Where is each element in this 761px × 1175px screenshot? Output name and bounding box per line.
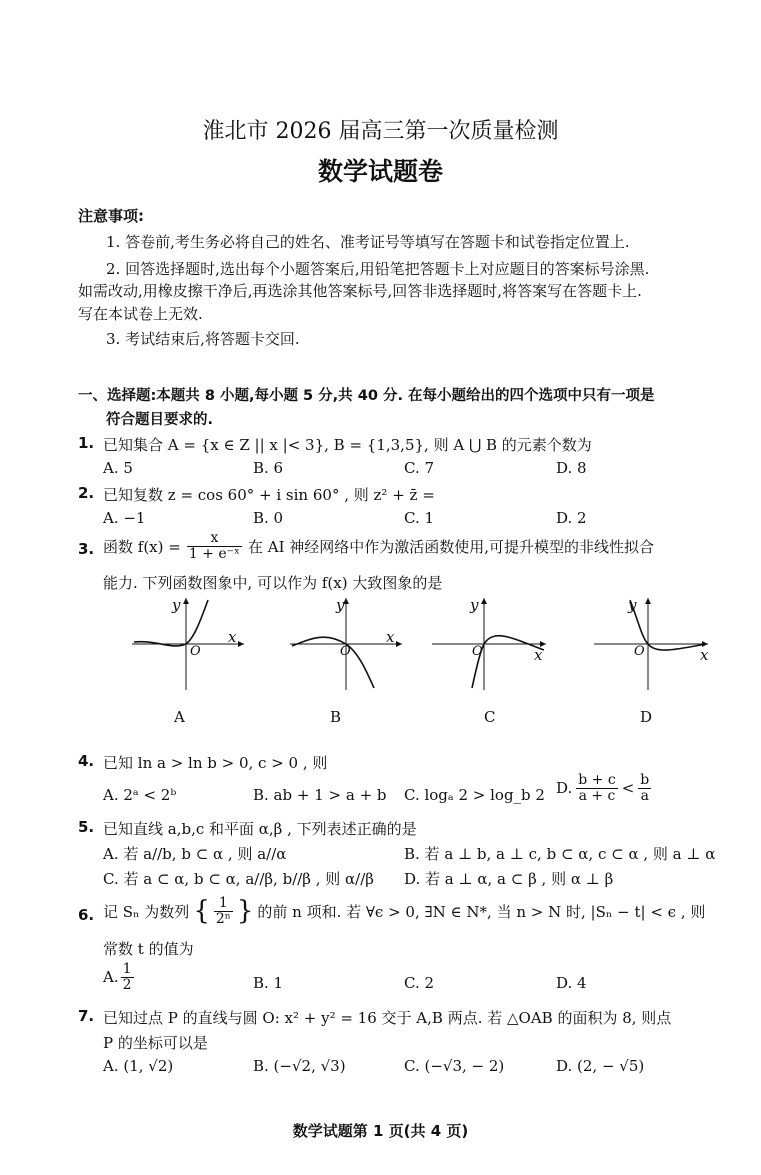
q5-option-d: D. 若 a ⊥ α, a ⊂ β , 则 α ⊥ β bbox=[404, 870, 614, 888]
q3-stem bbox=[103, 531, 654, 561]
q6-option-b: B. 1 bbox=[253, 974, 284, 992]
q1-number: 1. bbox=[78, 434, 95, 452]
q6-right-brace: } bbox=[236, 896, 254, 927]
note-2b: 如需改动,用橡皮擦干净后,再选涂其他答案标号,回答非选择题时,将答案写在答题卡上. bbox=[78, 282, 642, 300]
q7-option-a: A. (1, √2) bbox=[103, 1057, 174, 1075]
q2-stem: 已知复数 z = cos 60° + i sin 60° , 则 z² + z̄ = bbox=[103, 486, 435, 504]
q4-option-b: B. ab + 1 > a + b bbox=[253, 786, 387, 804]
q7-stem: 已知过点 P 的直线与圆 O: x² + y² = 16 交于 A,B 两点. 若 △OAB 的面积为 8, 则点 bbox=[103, 1009, 672, 1027]
q3-stem-post: 在 AI 神经网络中作为激活函数使用,可提升模型的非线性拟合 bbox=[247, 537, 655, 556]
q6-sequence-fraction bbox=[214, 896, 233, 926]
q6-stem-2: 常数 t 的值为 bbox=[103, 940, 194, 958]
q4-d-right-num: b bbox=[640, 772, 650, 788]
q3-graph-c-y: y bbox=[470, 596, 479, 614]
q7-stem-2: P 的坐标可以是 bbox=[103, 1034, 208, 1052]
q6-stem-post: 的前 n 项和. 若 ∀ϵ > 0, ∃N ∈ N*, 当 n > N 时, |Sₙ − t| < ϵ , 则 bbox=[257, 902, 706, 921]
q6-stem-pre: 记 Sₙ 为数列 bbox=[103, 902, 190, 921]
q3-graph-b-origin: O bbox=[340, 644, 351, 659]
note-2c: 写在本试卷上无效. bbox=[78, 305, 203, 323]
q6-option-a bbox=[103, 962, 134, 992]
q2-option-a: A. −1 bbox=[103, 509, 146, 527]
q2-option-c: C. 1 bbox=[404, 509, 435, 527]
q3-graph-a-x: x bbox=[228, 628, 237, 646]
q5-stem: 已知直线 a,b,c 和平面 α,β , 下列表述正确的是 bbox=[103, 820, 417, 838]
q3-graph-c-origin: O bbox=[472, 644, 483, 659]
note-3: 3. 考试结束后,将答题卡交回. bbox=[106, 330, 300, 348]
q6-option-d: D. 4 bbox=[556, 974, 587, 992]
q6-option-c: C. 2 bbox=[404, 974, 435, 992]
q4-option-c: C. logₐ 2 > log_b 2 bbox=[404, 786, 545, 804]
q3-frac-den: 1 + e⁻ˣ bbox=[188, 545, 240, 562]
q4-number: 4. bbox=[78, 752, 95, 770]
exam-subtitle: 数学试题卷 bbox=[317, 157, 443, 186]
q6-option-a-label: A. bbox=[103, 968, 119, 987]
q7-option-c: C. (−√3, − 2) bbox=[404, 1057, 505, 1075]
q2-option-d: D. 2 bbox=[556, 509, 587, 527]
q5-option-b: B. 若 a ⊥ b, a ⊥ c, b ⊂ α, c ⊂ α , 则 a ⊥ α bbox=[404, 845, 716, 863]
q3-stem-2: 能力. 下列函数图象中, 可以作为 f(x) 大致图象的是 bbox=[103, 574, 443, 592]
section-heading: 一、选择题:本题共 8 小题,每小题 5 分,共 40 分. 在每小题给出的四个选项中只有一项是 bbox=[78, 388, 655, 404]
q3-graph-d-label: D bbox=[640, 708, 653, 726]
q3-stem-pre: 函数 f(x) = bbox=[103, 537, 181, 556]
note-2a: 2. 回答选择题时,选出每个小题答案后,用铅笔把答题卡上对应题目的答案标号涂黑. bbox=[106, 260, 650, 278]
q3-graph-d bbox=[590, 594, 714, 694]
q6-a-den: 2 bbox=[122, 976, 132, 993]
q6-left-brace: { bbox=[193, 896, 210, 927]
q4-d-op: < bbox=[621, 779, 635, 798]
q1-option-a: A. 5 bbox=[103, 459, 133, 477]
q6-stem bbox=[103, 896, 705, 926]
q7-number: 7. bbox=[78, 1007, 95, 1025]
section-heading-cont: 符合题目要求的. bbox=[106, 412, 214, 428]
q6-option-a-fraction bbox=[121, 962, 134, 992]
q6-seq-den: 2ⁿ bbox=[215, 910, 231, 927]
q3-graph-a-label: A bbox=[174, 708, 185, 726]
q4-stem: 已知 ln a > ln b > 0, c > 0 , 则 bbox=[103, 754, 328, 772]
q2-option-b: B. 0 bbox=[253, 509, 284, 527]
exam-title: 淮北市 2026 届高三第一次质量检测 bbox=[202, 119, 559, 144]
q1-option-c: C. 7 bbox=[404, 459, 435, 477]
q1-option-b: B. 6 bbox=[253, 459, 284, 477]
q4-option-a: A. 2ᵃ < 2ᵇ bbox=[103, 786, 177, 804]
q3-graph-b-y: y bbox=[336, 596, 345, 614]
q4-d-left-den: a + c bbox=[578, 787, 616, 804]
q7-option-b: B. (−√2, √3) bbox=[253, 1057, 346, 1075]
q3-graph-d-x: x bbox=[700, 646, 709, 664]
q3-frac-num: x bbox=[187, 531, 242, 547]
q4-d-left-num: b + c bbox=[578, 772, 616, 788]
q3-graph-c-label: C bbox=[484, 708, 496, 726]
q4-d-right-den: a bbox=[640, 787, 649, 804]
note-1: 1. 答卷前,考生务必将自己的姓名、准考证号等填写在答题卡和试卷指定位置上. bbox=[106, 233, 630, 251]
q3-graph-b-x: x bbox=[386, 628, 395, 646]
q5-option-c: C. 若 a ⊂ α, b ⊂ α, a//β, b//β , 则 α//β bbox=[103, 870, 374, 888]
notes-heading: 注意事项: bbox=[78, 207, 144, 225]
q4-option-d-right-fraction bbox=[638, 773, 651, 803]
q3-graph-d-origin: O bbox=[634, 644, 645, 659]
q4-option-d-left-fraction bbox=[576, 773, 617, 803]
q6-number: 6. bbox=[78, 906, 95, 924]
q3-graph-a-y: y bbox=[172, 596, 181, 614]
q5-option-a: A. 若 a//b, b ⊂ α , 则 a//α bbox=[103, 845, 287, 863]
q4-option-d bbox=[556, 773, 651, 803]
q5-number: 5. bbox=[78, 818, 95, 836]
q2-number: 2. bbox=[78, 484, 95, 502]
q4-option-d-label: D. bbox=[556, 779, 573, 798]
q1-stem: 已知集合 A = {x ∈ Z || x |< 3}, B = {1,3,5}, 则 A ⋃ B 的元素个数为 bbox=[103, 436, 592, 454]
q3-graph-c-x: x bbox=[534, 646, 543, 664]
q3-number: 3. bbox=[78, 540, 95, 558]
q6-seq-num: 1 bbox=[214, 896, 233, 912]
q3-graph-a-origin: O bbox=[190, 644, 201, 659]
q3-graph-c bbox=[428, 594, 552, 694]
q7-option-d: D. (2, − √5) bbox=[556, 1057, 645, 1075]
page-footer: 数学试题第 1 页(共 4 页) bbox=[292, 1122, 469, 1140]
q3-graph-d-y: y bbox=[628, 596, 637, 614]
q3-graph-b-label: B bbox=[330, 708, 342, 726]
q6-a-num: 1 bbox=[122, 961, 132, 977]
q3-function-fraction bbox=[187, 531, 242, 561]
q1-option-d: D. 8 bbox=[556, 459, 587, 477]
